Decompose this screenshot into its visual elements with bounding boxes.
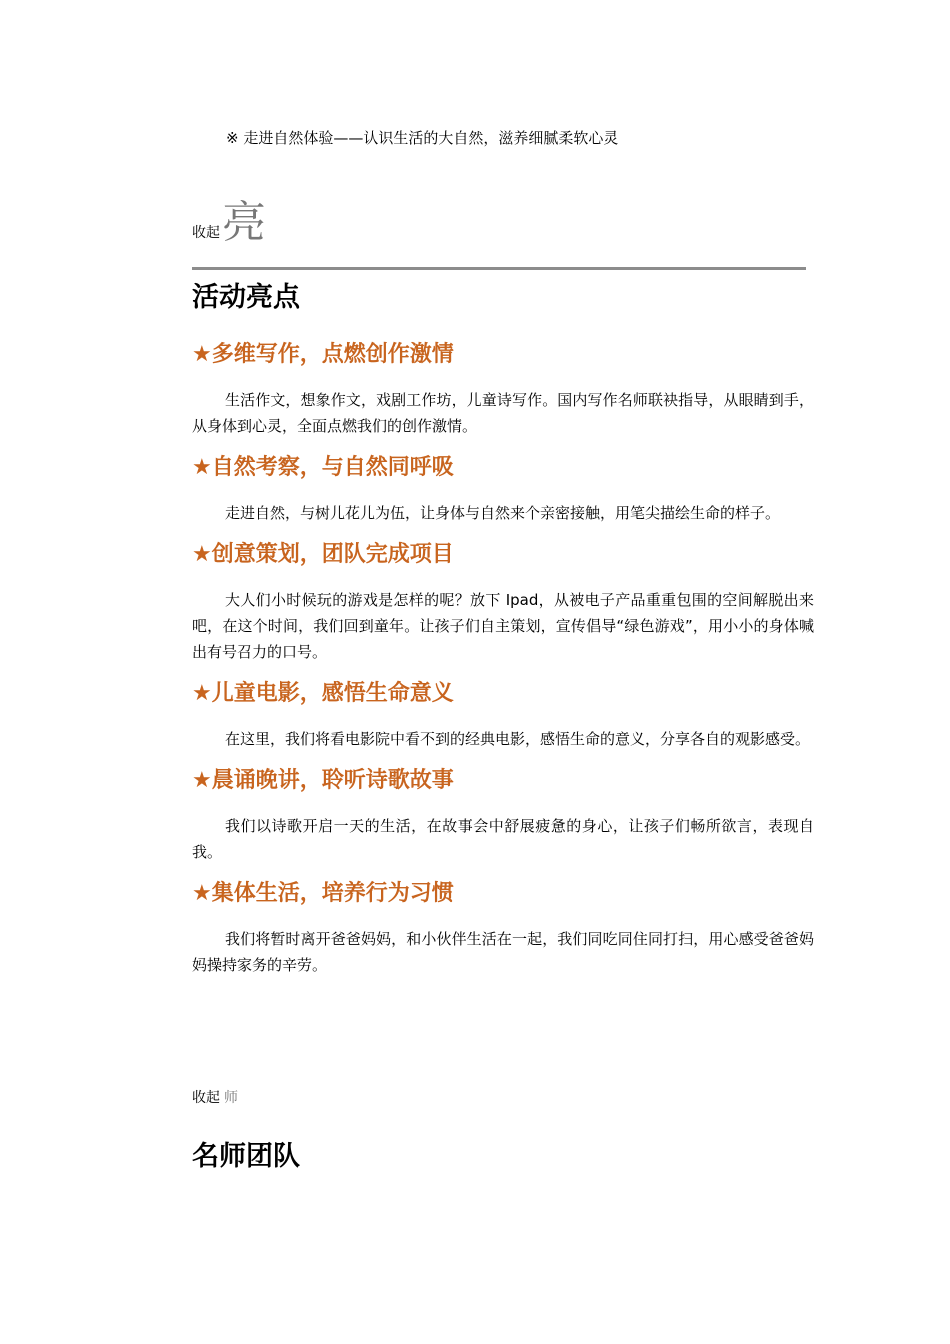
highlight-heading-text: 集体生活，培养行为习惯 bbox=[211, 881, 454, 906]
highlight-body: 我们以诗歌开启一天的生活，在故事会中舒展疲惫的身心，让孩子们畅所欲言，表现自我。 bbox=[192, 817, 814, 861]
decorative-character: 师 bbox=[224, 1090, 238, 1106]
highlight-heading bbox=[192, 340, 814, 370]
highlight-heading-text: 多维写作，点燃创作激情 bbox=[211, 342, 454, 367]
highlights-list bbox=[192, 340, 814, 992]
intro-bullet: ※ 走进自然体验——认识生活的大自然，滋养细腻柔软心灵 bbox=[226, 129, 619, 147]
highlight-item bbox=[192, 679, 814, 752]
collapse-link[interactable]: 收起 bbox=[192, 225, 220, 241]
highlight-body: 大人们小时候玩的游戏是怎样的呢？放下 Ipad，从被电子产品重重包围的空间解脱出来吧，在这个时间，我们回到童年。让孩子们自主策划，宣传倡导“绿色游戏”，用小小的身体喊出有号召力的口号。 bbox=[192, 591, 814, 661]
highlight-item bbox=[192, 453, 814, 526]
star-icon: ★ bbox=[192, 768, 212, 793]
decorative-character: 亮 bbox=[222, 197, 266, 248]
highlight-heading bbox=[192, 453, 814, 483]
section-title-highlights: 活动亮点 bbox=[192, 282, 300, 313]
highlight-heading-text: 创意策划，团队完成项目 bbox=[211, 542, 454, 567]
highlight-body: 我们将暂时离开爸爸妈妈，和小伙伴生活在一起，我们同吃同住同打扫，用心感受爸爸妈妈操持家务的辛劳。 bbox=[192, 930, 814, 974]
section-divider bbox=[192, 267, 806, 270]
highlight-heading bbox=[192, 540, 814, 570]
collapse-row-teachers bbox=[192, 1087, 238, 1107]
collapse-link[interactable]: 收起 bbox=[192, 1090, 220, 1106]
highlight-heading-text: 自然考察，与自然同呼吸 bbox=[211, 455, 454, 480]
highlight-item bbox=[192, 766, 814, 865]
star-icon: ★ bbox=[192, 542, 212, 567]
highlight-heading-text: 儿童电影，感悟生命意义 bbox=[211, 681, 454, 706]
highlight-item bbox=[192, 540, 814, 665]
highlight-heading bbox=[192, 679, 814, 709]
highlight-item bbox=[192, 340, 814, 439]
highlight-heading-text: 晨诵晚讲，聆听诗歌故事 bbox=[211, 768, 454, 793]
highlight-body: 走进自然，与树儿花儿为伍，让身体与自然来个亲密接触，用笔尖描绘生命的样子。 bbox=[225, 504, 781, 522]
highlight-item bbox=[192, 879, 814, 978]
collapse-row-highlights bbox=[192, 186, 266, 250]
star-icon: ★ bbox=[192, 455, 212, 480]
star-icon: ★ bbox=[192, 342, 212, 367]
highlight-body: 在这里，我们将看电影院中看不到的经典电影，感悟生命的意义，分享各自的观影感受。 bbox=[225, 730, 811, 748]
section-title-teachers: 名师团队 bbox=[192, 1141, 300, 1172]
highlight-body: 生活作文，想象作文，戏剧工作坊，儿童诗写作。国内写作名师联袂指导，从眼睛到手，从身体到心灵，全面点燃我们的创作激情。 bbox=[192, 391, 814, 435]
star-icon: ★ bbox=[192, 681, 212, 706]
highlight-heading bbox=[192, 879, 814, 909]
highlight-heading bbox=[192, 766, 814, 796]
star-icon: ★ bbox=[192, 881, 212, 906]
